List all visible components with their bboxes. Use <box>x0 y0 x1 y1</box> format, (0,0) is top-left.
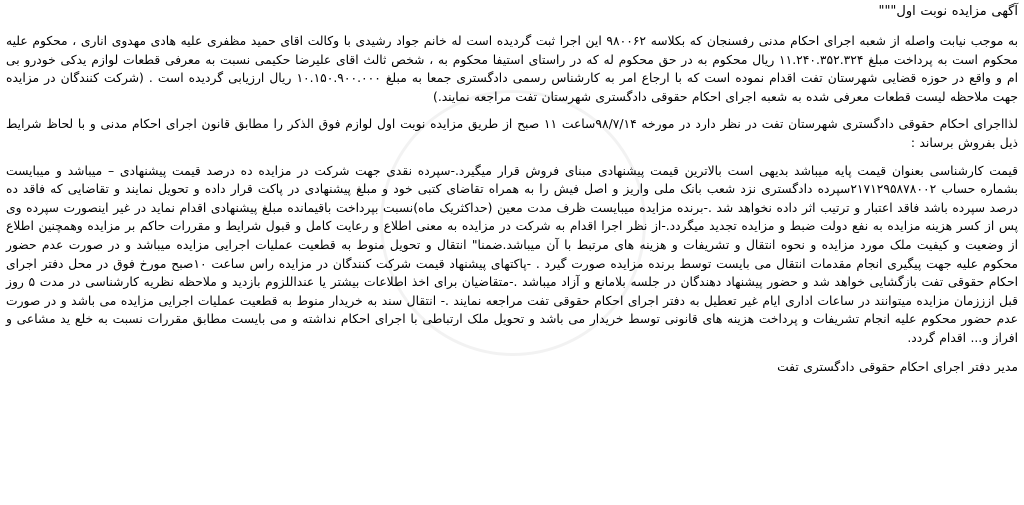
notice-paragraph-2: لذااجرای احکام حقوقی دادگستری شهرستان تفت در نظر دارد در مورخه ۹۸/۷/۱۴ساعت ۱۱ صبح از طریق مزایده نوبت اول لوازم فوق الذکر را مطابق قانون اجرای احکام مدنی و با لحاظ شرایط ذیل بفروش برساند : <box>6 117 1018 150</box>
notice-signature: مدیر دفتر اجرای احکام حقوقی دادگستری تفت <box>777 359 1018 374</box>
notice-paragraph-3: قیمت کارشناسی بعنوان قیمت پایه میباشد بدیهی است بالاترین قیمت پیشنهادی مبنای فروش قرار میگیرد.-سپرده نقدی جهت شرکت در مزایده ده درصد قیمت پیشنهادی – میباشد و میبایست بشماره حساب ۲۱۷۱۲۹۵۸۷۸۰۰۲سپرده دادگستری نزد شعب بانک ملی واریز و اصل فیش را به همراه تقاضای کتبی خود و مبلغ پیشنهادی در پاکت قرار داده و تحویل نمایند و تقاضایی که فاقد ده درصد سپرده باشد فاقد اعتبار و ترتیب اثر داده نخواهد شد .-برنده مزایده میبایست ظرف مدت معین (حداکثریک ماه)نسبت بپرداخت باقیمانده مبلغ پیشنهادی اقدام نماید در غیر اینصورت سپرده وی پس از کسر هزینه مزایده به نفع دولت ضبط و مزایده تجدید میگردد.-از نظر اجرا اقدام به شرکت در مزایده به معنی اطلاع و رعایت کامل و قبول شرایط و مقررات حاکم بر مزایده وهمچنین اطلاع از وضعیت و کیفیت ملک مورد مزایده و نحوه انتقال و تشریفات و هزینه های مرتبط با آن میباشد.ضمنا" انتقال و تحویل منوط به قطعیت عملیات اجرایی مزایده میباشد و در صورت عدم حضور محکوم علیه جهت پیگیری انجام مقدمات انتقال می بایست توسط برنده مزایده صورت گیرد . -پاکتهای پیشنهاد قیمت شرکت کنندگان در مزایده راس ساعت ۱۰صبح مورخ فوق در محل دفتر اجرای احکام حقوقی تفت بازگشایی خواهد شد و حضور پیشنهاد دهندگان در جلسه بلامانع و آزاد میباشد .-متقاضیان برای اخذ اطلاعات بیشتر یا عنداللزوم بازدید و ملاحظه نظریه کارشناسی در مدت ۵ روز قبل ازززمان مزایده میتوانند در ساعات اداری ایام غیر تعطیل به دفتر اجرای احکام حقوقی تفت مراجعه نمایند .- انتقال سند به خریدار منوط به قطعیت عملیات اجرایی مزایده می باشد و در صورت عدم حضور محکوم علیه انجام تشریفات و پرداخت هزینه های قانونی توسط خریدار می باشد و تحویل ملک ارتباطی با اجرای احکام نداشته و می بایست مطابق مقررات نسبت به خلع ید مشاعی و افراز و... اقدام گردد. <box>6 163 1019 345</box>
notice-paragraph-1: به موجب نیابت واصله از شعبه اجرای احکام مدنی رفسنجان که بکلاسه ۹۸۰۰۶۲ این اجرا ثبت گردیده است له خانم جواد رشیدی با وکالت اقای حمید مظفری علیه هادی مهدوی اناری ، محکوم علیه محکوم است به پرداخت مبلغ ۱۱.۲۴۰.۳۵۲.۳۲۴ ریال محکوم به در حق محکوم له که در راستای استیفا محکوم به ، شخص ثالث اقای علیرضا حکیمی نسبت به معرفی قطعات لوازم یدکی خودرو بی ام و واقع در حوزه قضایی شهرستان تفت اقدام نموده است که با ارجاع امر به کارشناس رسمی دادگستری جمعا به مبلغ ۱۰.۱۵۰.۹۰۰.۰۰۰ ریال ارزیابی گردیده است . (شرکت کنندگان در مزایده جهت ملاحظه لیست قطعات معرفی شده به شعبه اجرای احکام حقوقی دادگستری شهرستان تفت مراجعه نمایند.) <box>6 34 1019 104</box>
notice-title: آگهی مزایده نوبت اول""" <box>878 4 1018 19</box>
auction-notice <box>6 2 1018 376</box>
